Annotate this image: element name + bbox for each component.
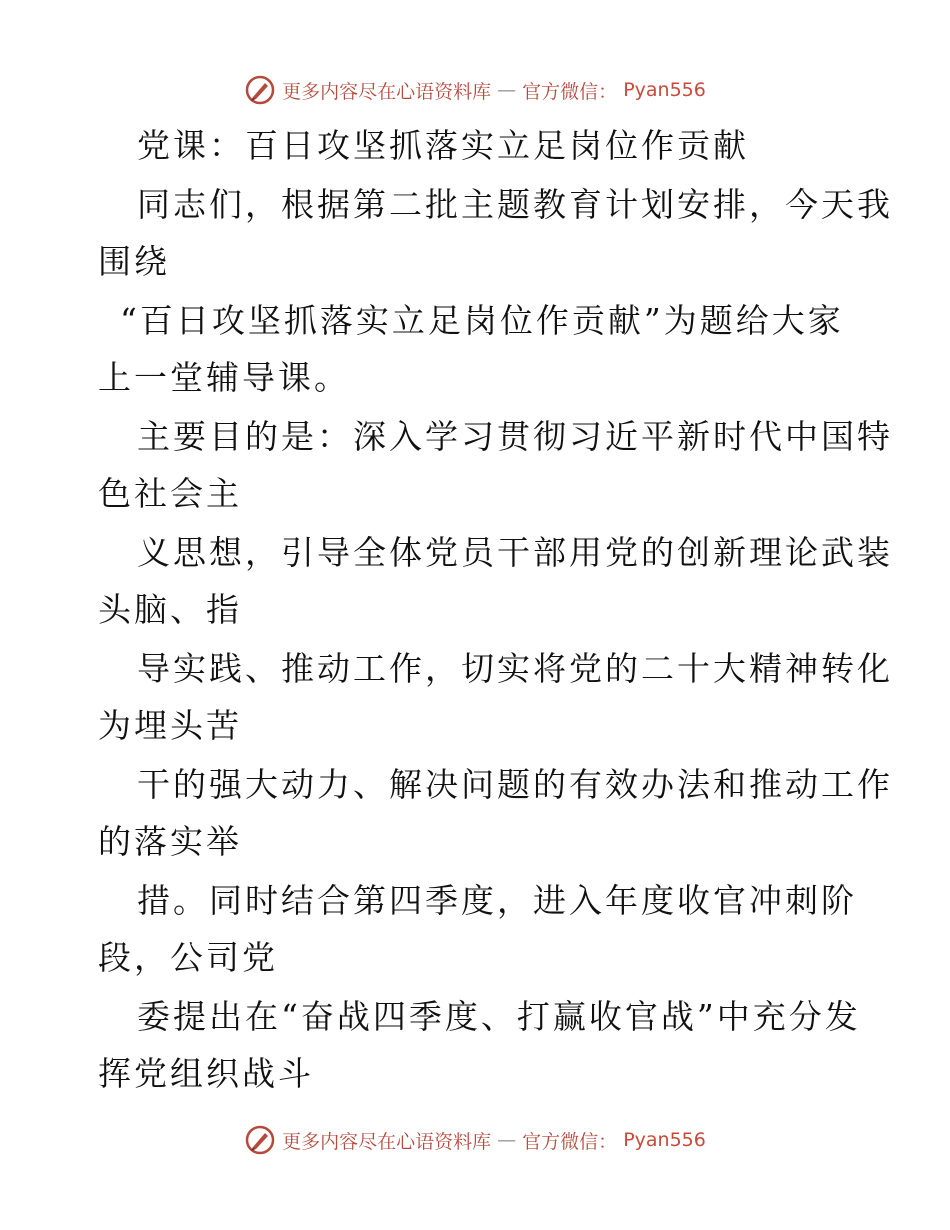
watermark-separator: — <box>497 1129 517 1151</box>
pen-logo-icon <box>244 74 276 106</box>
paragraph-line: 措。同时结合第四季度，进入年度收官冲刺阶 <box>137 881 857 920</box>
paragraph-line: “百日攻坚抓落实立足岗位作贡献”为题给大家 <box>120 301 844 340</box>
pen-logo-icon <box>244 1124 276 1156</box>
watermark-banner-bottom <box>0 1120 950 1160</box>
document-title: 党课：百日攻坚抓落实立足岗位作贡献 <box>137 126 749 165</box>
paragraph-line: 的落实举 <box>98 822 242 861</box>
paragraph-line: 挥党组织战斗 <box>98 1054 314 1093</box>
watermark-label: 官方微信： <box>522 80 618 103</box>
watermark-account: Pyan556 <box>623 1129 706 1151</box>
paragraph-line: 主要目的是：深入学习贯彻习近平新时代中国特 <box>137 417 893 456</box>
paragraph-line: 为埋头苦 <box>98 706 242 745</box>
paragraph-line: 同志们，根据第二批主题教育计划安排，今天我 <box>137 185 893 224</box>
paragraph-line: 委提出在“奋战四季度、打赢收官战”中充分发 <box>137 997 861 1036</box>
paragraph-line: 上一堂辅导课。 <box>98 358 350 397</box>
watermark-label: 官方微信： <box>522 1130 618 1153</box>
watermark-content <box>244 1124 706 1156</box>
paragraph-line: 义思想，引导全体党员干部用党的创新理论武装 <box>137 533 893 572</box>
watermark-text: 更多内容尽在心语资料库 <box>282 80 492 103</box>
watermark-content <box>244 74 706 106</box>
paragraph-line: 导实践、推动工作，切实将党的二十大精神转化 <box>137 649 893 688</box>
watermark-banner-top <box>0 70 950 110</box>
watermark-account: Pyan556 <box>623 79 706 101</box>
watermark-text: 更多内容尽在心语资料库 <box>282 1130 492 1153</box>
paragraph-line: 段，公司党 <box>98 938 278 977</box>
paragraph-line: 围绕 <box>98 242 170 281</box>
paragraph-line: 干的强大动力、解决问题的有效办法和推动工作 <box>137 765 893 804</box>
paragraph-line: 头脑、指 <box>98 590 242 629</box>
paragraph-line: 色社会主 <box>98 474 242 513</box>
watermark-separator: — <box>497 79 517 101</box>
